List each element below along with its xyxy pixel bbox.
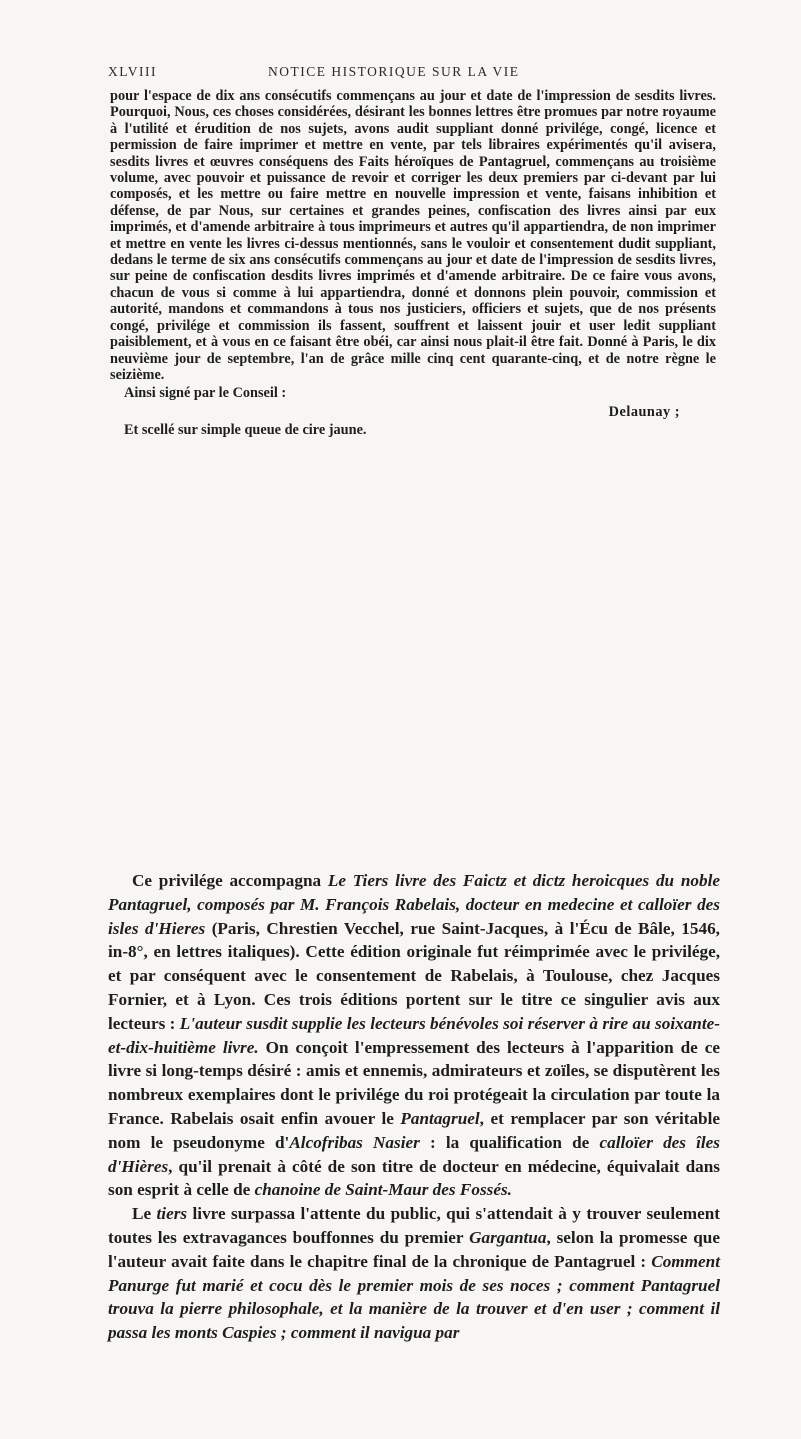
- chapter-title-quote: Comment Panurge fut marié et cocu dès le premier mois de ses noces ; comment Pantagruel trouva la pierre philosophale, et la manière de la trouver et d'en user ; comment il passa les monts Caspies ; comment il navigua par: [108, 1251, 720, 1343]
- italic-term: Gargantua: [469, 1227, 547, 1247]
- text-run: Le: [132, 1204, 157, 1224]
- notice-text-block: [108, 869, 720, 1345]
- signer-name: Delaunay ;: [608, 403, 680, 420]
- pseudonym: Alcofribas Nasier: [289, 1132, 420, 1152]
- running-header: [108, 64, 708, 86]
- italic-term: calloïer des îles d'Hières: [108, 1132, 720, 1176]
- running-title: NOTICE HISTORIQUE SUR LA VIE: [268, 64, 520, 79]
- notice-paragraph-2: [108, 1202, 720, 1345]
- italic-term: tiers: [156, 1204, 188, 1224]
- text-run: Ce privilége accompagna: [132, 871, 328, 890]
- reader-notice-quote: L'auteur susdit supplie les lecteurs bénévoles soi réserver à rire au soixante-et-dix-huitième livre.: [108, 1013, 720, 1057]
- text-run: , et remplacer par son véritable nom le pseudonyme d': [108, 1108, 720, 1152]
- text-run: , qu'il prenait à côté de son titre de docteur en médecine, équivalait dans son esprit à celle de: [108, 1156, 720, 1200]
- notice-paragraph-1: [108, 869, 720, 1202]
- privilege-paragraph: pour l'espace de dix ans consécutifs commençans au jour et date de l'impression de sesdits livres. Pourquoi, Nous, ces choses considérées, désirant les bonnes lettres être promues par notre royaume à l'utilité et érudition de nos sujets, avons audit suppliant donné privilége, congé, licence et permission de faire imprimer et mettre en vente, par tels libraires expérimentés qu'il avisera, sesdits livres et œuvres conséquens des Faits héroïques de Pantagruel, commençans au troisième volume, avec pouvoir et puissance de revoir et corriger les deux premiers par ci-devant par lui composés, et les mettre ou faire mettre en nouvelle impression et vente, faisans inhibition et défense, de par Nous, sur certaines et grandes peines, confiscation des livres ainsi par eux imprimés, et d'amende arbitraire à tous imprimeurs et autres qu'il appartiendra, de non imprimer et mettre en vente les livres ci-dessus mentionnés, sans le vouloir et consentement dudit suppliant, dedans le terme de six ans consécutifs commençans au jour et date de l'impression de sesdits livres, sur peine de confiscation desdits livres imprimés et d'amende arbitraire. De ce faire vous avons, chacun de vous si comme à lui appartiendra, donné et donnons plein pouvoir, commission et autorité, mandons et commandons à tous nos justiciers, officiers et sujets, que de nos présents congé, privilége et commission ils fassent, souffrent et laissent jouir et user ledit suppliant paisiblement, et à vous en ce faisant être obéi, car ainsi nous plait-il être fait. Donné à Paris, le dix neuvième jour de septembre, l'an de grâce mille cinq cent quarante-cinq, et de notre règne le seizième.: [110, 88, 716, 383]
- italic-term: chanoine de Saint-Maur des Fossés.: [254, 1180, 512, 1200]
- text-run: On conçoit l'empressement des lecteurs à l'apparition de ce livre si long-temps désiré : amis et ennemis, admirateurs et zoïles, se disputèrent les nombreux exemplaires dont le privilége du roi protégeait la circulation par toute la France. Rabelais osait enfin avouer le: [108, 1037, 720, 1128]
- seal-line: Et scellé sur simple queue de cire jaune.: [124, 422, 367, 439]
- text-run: livre surpassa l'attente du public, qui s'attendait à y trouver seulement toutes les extravagances bouffonnes du premier: [108, 1204, 720, 1247]
- text-run: : la qualification de: [419, 1132, 600, 1152]
- book-title: Le Tiers livre des Faictz et dictz heroicques du noble Pantagruel, composés par M. François Rabelais, docteur en medecine et calloïer des isles d'Hieres: [108, 871, 720, 938]
- text-run: , selon la promesse que l'auteur avait faite dans le chapitre final de la chronique de Pantagruel :: [108, 1227, 720, 1271]
- text-run: (Paris, Chrestien Vecchel, rue Saint-Jacques, à l'Écu de Bâle, 1546, in-8°, en lettres italiques). Cette édition originale fut réimprimée avec le privilége, et par conséquent avec le consentement de Rabelais, à Toulouse, chez Jacques Fornier, et à Lyon. Ces trois éditions portent sur le titre ce singulier avis aux lecteurs :: [108, 918, 720, 1033]
- privilege-text-block: [110, 88, 716, 439]
- signature-line: Ainsi signé par le Conseil :: [124, 385, 287, 402]
- italic-term: Pantagruel: [400, 1108, 480, 1128]
- page-number: XLVIII: [108, 64, 157, 79]
